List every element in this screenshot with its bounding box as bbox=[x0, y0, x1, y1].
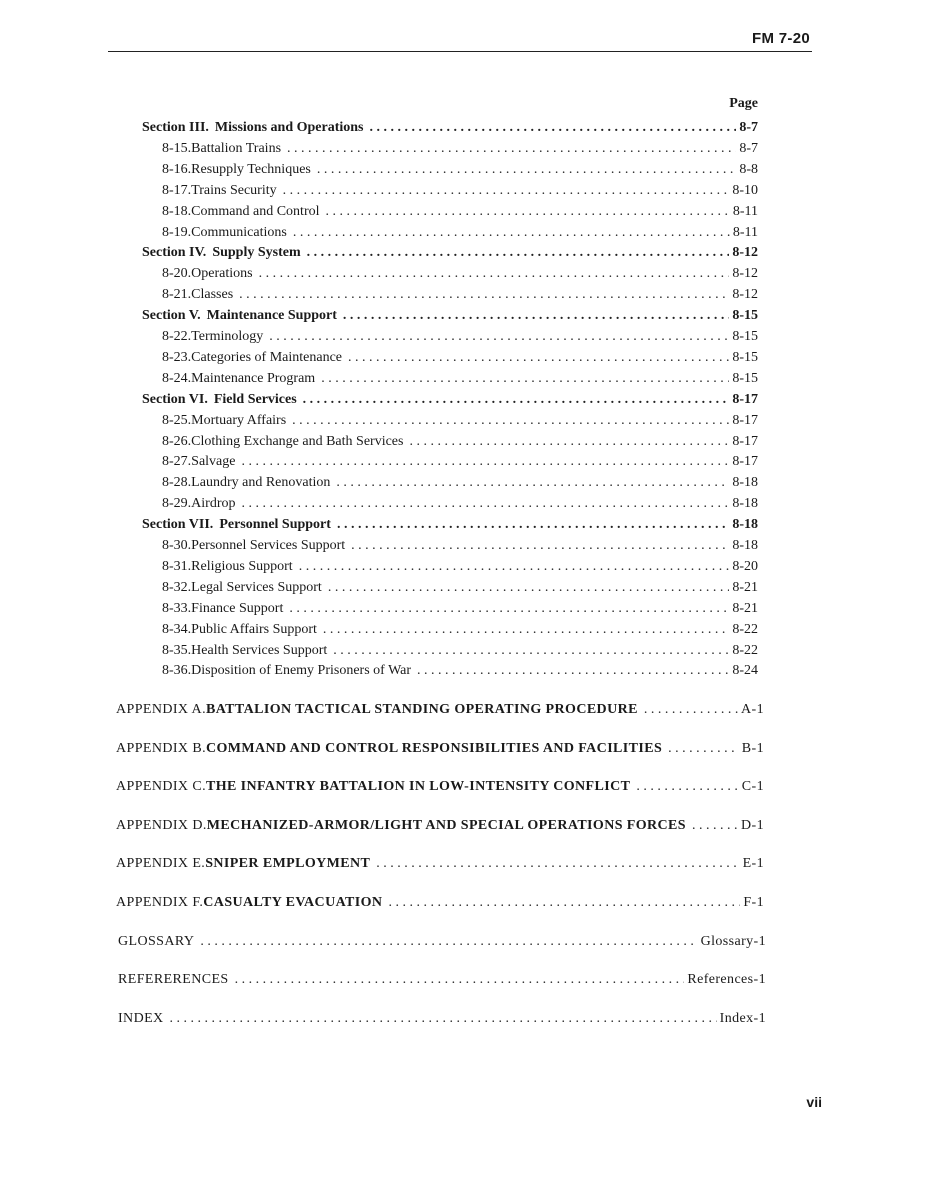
dot-leader bbox=[303, 392, 730, 408]
page-number: vii bbox=[806, 1094, 822, 1110]
dot-leader bbox=[242, 496, 730, 512]
paragraph-title: Terminology bbox=[191, 329, 264, 344]
back-matter-row bbox=[118, 1011, 766, 1027]
toc-item-row bbox=[162, 266, 758, 282]
appendix-row bbox=[116, 741, 764, 757]
page-ref: 8-15 bbox=[732, 370, 758, 386]
paragraph-title: Health Services Support bbox=[191, 642, 328, 658]
page-ref: A-1 bbox=[741, 702, 764, 717]
dot-leader bbox=[343, 308, 729, 324]
toc-section-row bbox=[142, 517, 758, 533]
page-ref: 8-15 bbox=[732, 329, 758, 344]
toc-section-row bbox=[142, 392, 758, 408]
paragraph-number: 8-18. bbox=[162, 203, 192, 219]
dot-leader bbox=[200, 934, 697, 950]
appendix-row bbox=[116, 779, 764, 795]
paragraph-title: Religious Support bbox=[191, 558, 293, 574]
paragraph-number: 8-25. bbox=[162, 412, 192, 428]
section-label: Section IV. bbox=[142, 245, 207, 261]
paragraph-title: Resupply Techniques bbox=[191, 161, 311, 177]
appendix-row bbox=[116, 818, 764, 834]
paragraph-number: 8-19. bbox=[162, 224, 192, 240]
toc-item-row bbox=[162, 371, 758, 387]
toc-item-row bbox=[162, 475, 758, 491]
dot-leader bbox=[242, 454, 730, 470]
paragraph-title: Personnel Services Support bbox=[191, 538, 346, 553]
appendix-title: CASUALTY EVACUATION bbox=[203, 895, 383, 910]
page-column-label: Page bbox=[729, 96, 758, 111]
paragraph-title: Finance Support bbox=[191, 600, 284, 616]
paragraph-title: Clothing Exchange and Bath Services bbox=[191, 433, 404, 449]
page-ref: 8-22 bbox=[732, 642, 758, 658]
toc-item-row bbox=[162, 413, 758, 429]
paragraph-number: 8-15. bbox=[162, 140, 192, 156]
paragraph-title: Trains Security bbox=[191, 182, 277, 198]
toc-item-row bbox=[162, 350, 758, 366]
dot-leader bbox=[287, 141, 736, 157]
page-ref: D-1 bbox=[741, 817, 764, 833]
paragraph-title: Maintenance Program bbox=[191, 370, 316, 386]
page-ref: 8-12 bbox=[732, 287, 758, 303]
dot-leader bbox=[370, 120, 737, 136]
toc-item-row bbox=[162, 225, 758, 241]
page-ref: 8-20 bbox=[732, 558, 758, 574]
paragraph-number: 8-24. bbox=[162, 370, 192, 386]
page-ref: 8-17 bbox=[732, 412, 758, 428]
toc-item-row bbox=[162, 601, 758, 617]
appendix-row bbox=[116, 895, 764, 911]
dot-leader bbox=[326, 204, 730, 220]
paragraph-number: 8-21. bbox=[162, 287, 192, 303]
page-ref: 8-18 bbox=[732, 475, 758, 491]
page-ref: 8-17 bbox=[732, 454, 758, 470]
appendix-title: BATTALION TACTICAL STANDING OPERATING PROCEDURE bbox=[205, 702, 638, 717]
section-label: Section VI. bbox=[142, 391, 208, 407]
section-label: Section V. bbox=[142, 308, 201, 324]
dot-leader bbox=[692, 818, 738, 834]
dot-leader bbox=[636, 779, 738, 795]
appendix-title: COMMAND AND CONTROL RESPONSIBILITIES AND FACILITIES bbox=[205, 740, 663, 756]
page-ref: 8-24 bbox=[732, 663, 758, 679]
paragraph-number: 8-29. bbox=[162, 496, 192, 512]
page-ref: 8-10 bbox=[732, 182, 758, 198]
toc-item-row bbox=[162, 663, 758, 679]
paragraph-title: Battalion Trains bbox=[191, 140, 282, 156]
appendix-label: APPENDIX B. bbox=[116, 740, 206, 756]
page-ref: 8-18 bbox=[732, 538, 758, 553]
back-matter-row bbox=[118, 972, 766, 988]
toc-item-row bbox=[162, 141, 758, 157]
page-ref: 8-22 bbox=[732, 621, 758, 637]
appendix-title: MECHANIZED-ARMOR/LIGHT AND SPECIAL OPERATIONS FORCES bbox=[206, 817, 686, 833]
dot-leader bbox=[333, 643, 729, 659]
dot-leader bbox=[337, 517, 729, 533]
toc-item-row bbox=[162, 538, 758, 554]
page-ref: B-1 bbox=[741, 740, 764, 756]
appendix-label: APPENDIX C. bbox=[116, 779, 206, 795]
dot-leader bbox=[351, 538, 729, 554]
toc-item-row bbox=[162, 496, 758, 512]
dot-leader bbox=[336, 475, 729, 491]
dot-leader bbox=[317, 162, 736, 178]
dot-leader bbox=[409, 434, 729, 450]
page-ref: F-1 bbox=[743, 895, 764, 910]
dot-leader bbox=[283, 183, 730, 199]
page-ref: E-1 bbox=[742, 856, 764, 872]
paragraph-number: 8-27. bbox=[162, 454, 192, 470]
page-ref: 8-11 bbox=[732, 224, 758, 240]
dot-leader bbox=[269, 329, 729, 345]
toc-item-row bbox=[162, 204, 758, 220]
page-ref: 8-12 bbox=[732, 266, 758, 282]
paragraph-title: Salvage bbox=[191, 454, 236, 470]
dot-leader bbox=[307, 245, 730, 261]
paragraph-title: Airdrop bbox=[191, 496, 236, 512]
dot-leader bbox=[293, 225, 730, 241]
toc-section-row bbox=[142, 308, 758, 324]
page-ref: 8-11 bbox=[732, 203, 758, 219]
paragraph-title: Command and Control bbox=[191, 203, 320, 219]
toc-item-row bbox=[162, 622, 758, 638]
dot-leader bbox=[299, 559, 730, 575]
dot-leader bbox=[388, 895, 740, 911]
dot-leader bbox=[644, 702, 738, 718]
paragraph-number: 8-16. bbox=[162, 161, 192, 177]
dot-leader bbox=[323, 622, 729, 638]
appendix-row bbox=[116, 856, 764, 872]
dot-leader bbox=[321, 371, 729, 387]
paragraph-number: 8-28. bbox=[162, 475, 192, 491]
dot-leader bbox=[170, 1011, 717, 1027]
page-ref: C-1 bbox=[741, 779, 764, 795]
page-ref: 8-17 bbox=[732, 433, 758, 449]
page-ref: 8-21 bbox=[732, 579, 758, 595]
dot-leader bbox=[417, 663, 729, 679]
page-ref: Glossary-1 bbox=[700, 933, 766, 949]
paragraph-title: Operations bbox=[191, 266, 253, 282]
appendix-label: APPENDIX D. bbox=[116, 817, 207, 833]
appendix-row bbox=[116, 702, 764, 718]
toc-item-row bbox=[162, 580, 758, 596]
toc-item-row bbox=[162, 329, 758, 345]
dot-leader bbox=[289, 601, 729, 617]
paragraph-number: 8-17. bbox=[162, 182, 192, 198]
toc-item-row bbox=[162, 643, 758, 659]
paragraph-number: 8-32. bbox=[162, 579, 192, 595]
paragraph-title: Classes bbox=[191, 287, 234, 303]
page-ref: 8-7 bbox=[739, 120, 758, 135]
paragraph-number: 8-34. bbox=[162, 621, 192, 637]
toc-item-row bbox=[162, 559, 758, 575]
back-matter-row bbox=[118, 934, 766, 950]
page-ref: 8-18 bbox=[732, 517, 758, 533]
paragraph-title: Legal Services Support bbox=[191, 579, 322, 595]
paragraph-number: 8-26. bbox=[162, 433, 192, 449]
page-ref: References-1 bbox=[687, 972, 766, 988]
page-ref: 8-8 bbox=[739, 161, 758, 177]
toc-item-row bbox=[162, 434, 758, 450]
back-matter-title: REFERERENCES bbox=[118, 972, 229, 988]
toc-item-row bbox=[162, 183, 758, 199]
dot-leader bbox=[376, 856, 739, 872]
appendix-title: SNIPER EMPLOYMENT bbox=[205, 856, 371, 872]
paragraph-number: 8-20. bbox=[162, 266, 192, 282]
page-ref: 8-18 bbox=[732, 496, 758, 512]
page-ref: 8-15 bbox=[732, 349, 758, 365]
toc-item-row bbox=[162, 162, 758, 178]
paragraph-number: 8-31. bbox=[162, 558, 192, 574]
back-matter-title: INDEX bbox=[118, 1010, 164, 1026]
toc-item-row bbox=[162, 287, 758, 303]
toc-item-row bbox=[162, 454, 758, 470]
section-title: Field Services bbox=[213, 391, 297, 407]
dot-leader bbox=[348, 350, 729, 366]
page-ref: 8-7 bbox=[739, 140, 758, 156]
page-ref: Index-1 bbox=[719, 1010, 766, 1026]
dot-leader bbox=[259, 266, 730, 282]
toc-section-row bbox=[142, 245, 758, 261]
section-title: Maintenance Support bbox=[206, 308, 337, 324]
section-label: Section III. bbox=[142, 120, 209, 135]
paragraph-title: Communications bbox=[191, 224, 287, 240]
dot-leader bbox=[235, 972, 685, 988]
toc-section-row bbox=[142, 120, 758, 136]
appendix-label: APPENDIX A. bbox=[116, 702, 206, 717]
paragraph-number: 8-36. bbox=[162, 663, 192, 679]
paragraph-title: Categories of Maintenance bbox=[191, 349, 342, 365]
paragraph-number: 8-35. bbox=[162, 642, 192, 658]
paragraph-title: Laundry and Renovation bbox=[191, 475, 331, 491]
section-title: Supply System bbox=[212, 245, 301, 261]
paragraph-number: 8-22. bbox=[162, 329, 192, 344]
paragraph-number: 8-30. bbox=[162, 538, 192, 553]
page-ref: 8-15 bbox=[732, 308, 758, 324]
appendix-label: APPENDIX F. bbox=[116, 895, 204, 910]
paragraph-number: 8-23. bbox=[162, 349, 192, 365]
paragraph-title: Public Affairs Support bbox=[191, 621, 317, 637]
dot-leader bbox=[668, 741, 739, 757]
section-title: Personnel Support bbox=[219, 517, 331, 533]
paragraph-number: 8-33. bbox=[162, 600, 192, 616]
dot-leader bbox=[292, 413, 729, 429]
section-title: Missions and Operations bbox=[214, 120, 364, 135]
section-label: Section VII. bbox=[142, 517, 214, 533]
back-matter-title: GLOSSARY bbox=[118, 933, 195, 949]
paragraph-title: Disposition of Enemy Prisoners of War bbox=[191, 663, 412, 679]
paragraph-title: Mortuary Affairs bbox=[191, 412, 287, 428]
dot-leader bbox=[239, 287, 729, 303]
page-ref: 8-17 bbox=[732, 391, 758, 407]
manual-number: FM 7-20 bbox=[752, 30, 810, 47]
appendix-title: THE INFANTRY BATTALION IN LOW-INTENSITY CONFLICT bbox=[205, 779, 631, 795]
page-ref: 8-12 bbox=[732, 245, 758, 261]
dot-leader bbox=[328, 580, 730, 596]
appendix-label: APPENDIX E. bbox=[116, 856, 206, 872]
page-ref: 8-21 bbox=[732, 600, 758, 616]
